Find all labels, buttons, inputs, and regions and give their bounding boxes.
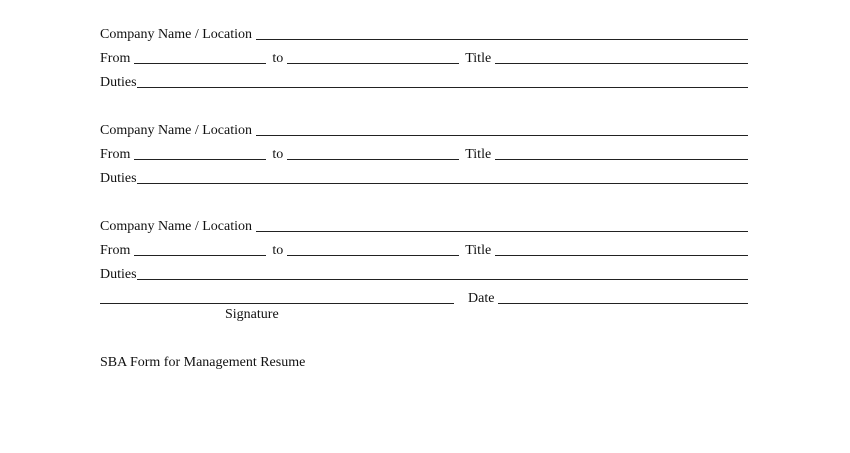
signature-label: Signature bbox=[225, 307, 279, 322]
entry-1-duties-row bbox=[100, 71, 748, 91]
company-location-field[interactable] bbox=[256, 39, 748, 40]
entry-2-dates-row bbox=[100, 143, 748, 163]
title-label: Title bbox=[465, 147, 492, 162]
entry-3-duties-row bbox=[100, 263, 748, 283]
from-label: From bbox=[100, 51, 131, 66]
title-field[interactable] bbox=[495, 159, 748, 160]
title-label: Title bbox=[465, 243, 492, 258]
to-date-field[interactable] bbox=[287, 159, 459, 160]
company-location-field[interactable] bbox=[256, 231, 748, 232]
entry-1-dates-row bbox=[100, 47, 748, 67]
from-label: From bbox=[100, 147, 131, 162]
title-field[interactable] bbox=[495, 255, 748, 256]
to-label: to bbox=[272, 51, 284, 66]
entry-3-dates-row bbox=[100, 239, 748, 259]
duties-field[interactable] bbox=[137, 87, 748, 88]
company-location-label: Company Name / Location bbox=[100, 123, 253, 138]
signature-field[interactable] bbox=[100, 303, 454, 304]
duties-label: Duties bbox=[100, 75, 137, 90]
company-location-label: Company Name / Location bbox=[100, 219, 253, 234]
company-location-field[interactable] bbox=[256, 135, 748, 136]
entry-3-company-row bbox=[100, 215, 748, 235]
to-label: to bbox=[272, 147, 284, 162]
duties-field[interactable] bbox=[137, 183, 748, 184]
from-date-field[interactable] bbox=[134, 159, 266, 160]
to-label: to bbox=[272, 243, 284, 258]
duties-label: Duties bbox=[100, 171, 137, 186]
date-label: Date bbox=[468, 291, 495, 306]
from-date-field[interactable] bbox=[134, 63, 266, 64]
signature-date-row bbox=[100, 287, 748, 307]
to-date-field[interactable] bbox=[287, 63, 459, 64]
duties-field[interactable] bbox=[137, 279, 748, 280]
from-label: From bbox=[100, 243, 131, 258]
from-date-field[interactable] bbox=[134, 255, 266, 256]
title-label: Title bbox=[465, 51, 492, 66]
entry-2-company-row bbox=[100, 119, 748, 139]
title-field[interactable] bbox=[495, 63, 748, 64]
to-date-field[interactable] bbox=[287, 255, 459, 256]
company-location-label: Company Name / Location bbox=[100, 27, 253, 42]
form-name: SBA Form for Management Resume bbox=[100, 355, 306, 370]
duties-label: Duties bbox=[100, 267, 137, 282]
date-field[interactable] bbox=[498, 303, 748, 304]
entry-2-duties-row bbox=[100, 167, 748, 187]
entry-1-company-row bbox=[100, 23, 748, 43]
